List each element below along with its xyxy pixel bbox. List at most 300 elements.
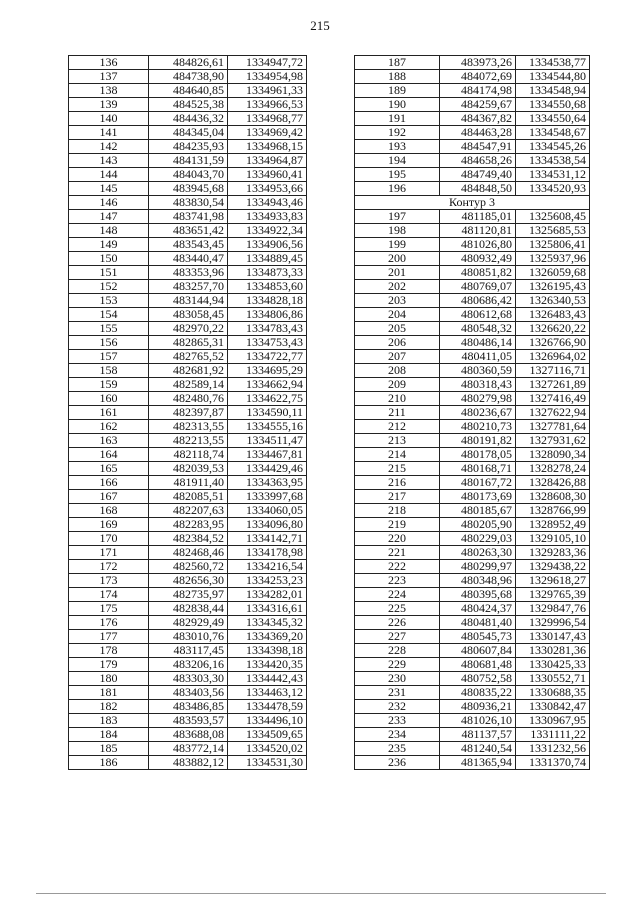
point-number: 186	[69, 756, 149, 770]
table-row	[69, 420, 307, 434]
table-row	[355, 126, 590, 140]
y-coordinate: 1330842,47	[516, 700, 590, 714]
point-number: 189	[355, 84, 440, 98]
table-row	[69, 714, 307, 728]
y-coordinate: 1327931,62	[516, 434, 590, 448]
table-row	[69, 182, 307, 196]
x-coordinate: 480168,71	[440, 462, 516, 476]
x-coordinate: 483772,14	[149, 742, 228, 756]
x-coordinate: 480752,58	[440, 672, 516, 686]
table-row	[355, 560, 590, 574]
x-coordinate: 481185,01	[440, 210, 516, 224]
table-row	[69, 266, 307, 280]
y-coordinate: 1334622,75	[228, 392, 307, 406]
table-row	[355, 616, 590, 630]
table-row	[355, 98, 590, 112]
table-row	[69, 616, 307, 630]
x-coordinate: 483593,57	[149, 714, 228, 728]
x-coordinate: 480318,43	[440, 378, 516, 392]
x-coordinate: 480299,97	[440, 560, 516, 574]
point-number: 225	[355, 602, 440, 616]
y-coordinate: 1334783,43	[228, 322, 307, 336]
y-coordinate: 1334544,80	[516, 70, 590, 84]
table-row	[69, 364, 307, 378]
table-row	[69, 56, 307, 70]
x-coordinate: 484131,59	[149, 154, 228, 168]
x-coordinate: 482480,76	[149, 392, 228, 406]
y-coordinate: 1328952,49	[516, 518, 590, 532]
x-coordinate: 482397,87	[149, 406, 228, 420]
point-number: 160	[69, 392, 149, 406]
y-coordinate: 1329996,54	[516, 616, 590, 630]
point-number: 146	[69, 196, 149, 210]
y-coordinate: 1331370,74	[516, 756, 590, 770]
x-coordinate: 480395,68	[440, 588, 516, 602]
x-coordinate: 484043,70	[149, 168, 228, 182]
x-coordinate: 480835,22	[440, 686, 516, 700]
y-coordinate: 1334538,77	[516, 56, 590, 70]
table-row	[355, 490, 590, 504]
x-coordinate: 483440,47	[149, 252, 228, 266]
table-row	[69, 350, 307, 364]
point-number: 140	[69, 112, 149, 126]
x-coordinate: 480769,07	[440, 280, 516, 294]
point-number: 208	[355, 364, 440, 378]
x-coordinate: 482589,14	[149, 378, 228, 392]
point-number: 183	[69, 714, 149, 728]
table-row	[355, 686, 590, 700]
table-row	[355, 672, 590, 686]
x-coordinate: 484525,38	[149, 98, 228, 112]
table-row	[69, 84, 307, 98]
y-coordinate: 1327116,71	[516, 364, 590, 378]
x-coordinate: 480548,32	[440, 322, 516, 336]
table-row	[69, 672, 307, 686]
point-number: 197	[355, 210, 440, 224]
y-coordinate: 1329618,27	[516, 574, 590, 588]
y-coordinate: 1334216,54	[228, 560, 307, 574]
y-coordinate: 1334178,98	[228, 546, 307, 560]
point-number: 150	[69, 252, 149, 266]
table-row	[69, 154, 307, 168]
y-coordinate: 1334548,94	[516, 84, 590, 98]
x-coordinate: 480229,03	[440, 532, 516, 546]
y-coordinate: 1334590,11	[228, 406, 307, 420]
x-coordinate: 482313,55	[149, 420, 228, 434]
point-number: 157	[69, 350, 149, 364]
point-number: 234	[355, 728, 440, 742]
point-number: 216	[355, 476, 440, 490]
table-row	[69, 168, 307, 182]
table-row	[69, 210, 307, 224]
y-coordinate: 1331111,22	[516, 728, 590, 742]
x-coordinate: 483058,45	[149, 308, 228, 322]
y-coordinate: 1334545,26	[516, 140, 590, 154]
table-row	[355, 714, 590, 728]
y-coordinate: 1330147,43	[516, 630, 590, 644]
point-number: 224	[355, 588, 440, 602]
point-number: 181	[69, 686, 149, 700]
y-coordinate: 1329765,39	[516, 588, 590, 602]
table-row	[355, 756, 590, 770]
y-coordinate: 1327416,49	[516, 392, 590, 406]
table-row	[355, 252, 590, 266]
table-row	[69, 644, 307, 658]
point-number: 178	[69, 644, 149, 658]
x-coordinate: 483651,42	[149, 224, 228, 238]
y-coordinate: 1334953,66	[228, 182, 307, 196]
x-coordinate: 483303,30	[149, 672, 228, 686]
x-coordinate: 481120,81	[440, 224, 516, 238]
table-row	[355, 238, 590, 252]
table-row	[355, 112, 590, 126]
table-row	[355, 420, 590, 434]
table-row	[69, 238, 307, 252]
point-number: 218	[355, 504, 440, 518]
x-coordinate: 480236,67	[440, 406, 516, 420]
point-number: 213	[355, 434, 440, 448]
y-coordinate: 1326059,68	[516, 266, 590, 280]
table-row	[355, 350, 590, 364]
point-number: 223	[355, 574, 440, 588]
y-coordinate: 1334442,43	[228, 672, 307, 686]
point-number: 232	[355, 700, 440, 714]
x-coordinate: 480191,82	[440, 434, 516, 448]
y-coordinate: 1328608,30	[516, 490, 590, 504]
y-coordinate: 1334954,98	[228, 70, 307, 84]
point-number: 201	[355, 266, 440, 280]
x-coordinate: 484463,28	[440, 126, 516, 140]
point-number: 202	[355, 280, 440, 294]
table-row	[69, 630, 307, 644]
point-number: 162	[69, 420, 149, 434]
point-number: 163	[69, 434, 149, 448]
x-coordinate: 482207,63	[149, 504, 228, 518]
point-number: 136	[69, 56, 149, 70]
y-coordinate: 1334828,18	[228, 294, 307, 308]
x-coordinate: 481911,40	[149, 476, 228, 490]
y-coordinate: 1334096,80	[228, 518, 307, 532]
table-row	[355, 658, 590, 672]
x-coordinate: 483688,08	[149, 728, 228, 742]
table-row	[69, 728, 307, 742]
table-row	[69, 70, 307, 84]
y-coordinate: 1325937,96	[516, 252, 590, 266]
table-row	[355, 378, 590, 392]
point-number: 144	[69, 168, 149, 182]
y-coordinate: 1327622,94	[516, 406, 590, 420]
point-number: 154	[69, 308, 149, 322]
point-number: 149	[69, 238, 149, 252]
y-coordinate: 1328278,24	[516, 462, 590, 476]
x-coordinate: 483257,70	[149, 280, 228, 294]
y-coordinate: 1334282,01	[228, 588, 307, 602]
x-coordinate: 482865,31	[149, 336, 228, 350]
point-number: 171	[69, 546, 149, 560]
point-number: 187	[355, 56, 440, 70]
x-coordinate: 481026,10	[440, 714, 516, 728]
table-row	[69, 392, 307, 406]
y-coordinate: 1334753,43	[228, 336, 307, 350]
table-row	[69, 518, 307, 532]
y-coordinate: 1334463,12	[228, 686, 307, 700]
point-number: 155	[69, 322, 149, 336]
x-coordinate: 484658,26	[440, 154, 516, 168]
y-coordinate: 1334467,81	[228, 448, 307, 462]
point-number: 180	[69, 672, 149, 686]
table-row	[355, 364, 590, 378]
point-number: 174	[69, 588, 149, 602]
page-number: 215	[310, 18, 330, 33]
y-coordinate: 1334550,68	[516, 98, 590, 112]
table-row	[69, 126, 307, 140]
x-coordinate: 480205,90	[440, 518, 516, 532]
y-coordinate: 1334555,16	[228, 420, 307, 434]
table-row	[69, 308, 307, 322]
point-number: 206	[355, 336, 440, 350]
x-coordinate: 482560,72	[149, 560, 228, 574]
x-coordinate: 483117,45	[149, 644, 228, 658]
y-coordinate: 1334964,87	[228, 154, 307, 168]
table-row	[69, 462, 307, 476]
y-coordinate: 1329283,36	[516, 546, 590, 560]
x-coordinate: 484072,69	[440, 70, 516, 84]
table-row	[355, 210, 590, 224]
table-row	[355, 644, 590, 658]
point-number: 151	[69, 266, 149, 280]
x-coordinate: 483945,68	[149, 182, 228, 196]
point-number: 184	[69, 728, 149, 742]
y-coordinate: 1331232,56	[516, 742, 590, 756]
x-coordinate: 481026,80	[440, 238, 516, 252]
point-number: 153	[69, 294, 149, 308]
table-row	[69, 98, 307, 112]
table-row	[355, 70, 590, 84]
x-coordinate: 484235,93	[149, 140, 228, 154]
y-coordinate: 1330688,35	[516, 686, 590, 700]
table-row	[69, 686, 307, 700]
y-coordinate: 1334722,77	[228, 350, 307, 364]
point-number: 137	[69, 70, 149, 84]
x-coordinate: 480185,67	[440, 504, 516, 518]
point-number: 220	[355, 532, 440, 546]
table-row	[69, 336, 307, 350]
x-coordinate: 483206,16	[149, 658, 228, 672]
table-row	[355, 574, 590, 588]
table-row	[355, 56, 590, 70]
y-coordinate: 1330552,71	[516, 672, 590, 686]
point-number: 199	[355, 238, 440, 252]
table-row	[69, 406, 307, 420]
section-label-row	[355, 196, 590, 210]
y-coordinate: 1326766,90	[516, 336, 590, 350]
table-row	[69, 294, 307, 308]
point-number: 139	[69, 98, 149, 112]
y-coordinate: 1330281,36	[516, 644, 590, 658]
x-coordinate: 484436,32	[149, 112, 228, 126]
table-row	[355, 630, 590, 644]
point-number: 179	[69, 658, 149, 672]
table-row	[355, 224, 590, 238]
point-number: 214	[355, 448, 440, 462]
y-coordinate: 1326964,02	[516, 350, 590, 364]
x-coordinate: 482283,95	[149, 518, 228, 532]
point-number: 170	[69, 532, 149, 546]
coordinates-table-right	[354, 55, 590, 770]
point-number: 191	[355, 112, 440, 126]
table-row	[355, 336, 590, 350]
x-coordinate: 484826,61	[149, 56, 228, 70]
point-number: 209	[355, 378, 440, 392]
y-coordinate: 1334511,47	[228, 434, 307, 448]
y-coordinate: 1334873,33	[228, 266, 307, 280]
x-coordinate: 480936,21	[440, 700, 516, 714]
point-number: 192	[355, 126, 440, 140]
point-number: 145	[69, 182, 149, 196]
x-coordinate: 480424,37	[440, 602, 516, 616]
y-coordinate: 1334142,71	[228, 532, 307, 546]
y-coordinate: 1334889,45	[228, 252, 307, 266]
x-coordinate: 480210,73	[440, 420, 516, 434]
point-number: 190	[355, 98, 440, 112]
x-coordinate: 483543,45	[149, 238, 228, 252]
y-coordinate: 1334933,83	[228, 210, 307, 224]
table-row	[69, 504, 307, 518]
x-coordinate: 483353,96	[149, 266, 228, 280]
x-coordinate: 480486,14	[440, 336, 516, 350]
x-coordinate: 483882,12	[149, 756, 228, 770]
x-coordinate: 480686,42	[440, 294, 516, 308]
point-number: 215	[355, 462, 440, 476]
x-coordinate: 484848,50	[440, 182, 516, 196]
y-coordinate: 1334947,72	[228, 56, 307, 70]
x-coordinate: 480681,48	[440, 658, 516, 672]
y-coordinate: 1334316,61	[228, 602, 307, 616]
x-coordinate: 483144,94	[149, 294, 228, 308]
table-row	[69, 252, 307, 266]
point-number: 169	[69, 518, 149, 532]
point-number: 141	[69, 126, 149, 140]
point-number: 219	[355, 518, 440, 532]
table-row	[69, 140, 307, 154]
x-coordinate: 484367,82	[440, 112, 516, 126]
y-coordinate: 1334969,42	[228, 126, 307, 140]
y-coordinate: 1334345,32	[228, 616, 307, 630]
point-number: 222	[355, 560, 440, 574]
y-coordinate: 1334478,59	[228, 700, 307, 714]
point-number: 188	[355, 70, 440, 84]
table-row	[355, 154, 590, 168]
point-number: 207	[355, 350, 440, 364]
y-coordinate: 1334853,60	[228, 280, 307, 294]
point-number: 211	[355, 406, 440, 420]
table-row	[355, 532, 590, 546]
point-number: 198	[355, 224, 440, 238]
table-row	[355, 322, 590, 336]
x-coordinate: 480279,98	[440, 392, 516, 406]
y-coordinate: 1325685,53	[516, 224, 590, 238]
y-coordinate: 1334695,29	[228, 364, 307, 378]
y-coordinate: 1334253,23	[228, 574, 307, 588]
y-coordinate: 1334943,46	[228, 196, 307, 210]
point-number: 217	[355, 490, 440, 504]
point-number: 194	[355, 154, 440, 168]
table-row	[69, 476, 307, 490]
table-row	[69, 546, 307, 560]
y-coordinate: 1328766,99	[516, 504, 590, 518]
table-row	[69, 378, 307, 392]
y-coordinate: 1328426,88	[516, 476, 590, 490]
y-coordinate: 1334420,35	[228, 658, 307, 672]
x-coordinate: 483830,54	[149, 196, 228, 210]
table-row	[69, 602, 307, 616]
y-coordinate: 1334520,02	[228, 742, 307, 756]
y-coordinate: 1334960,41	[228, 168, 307, 182]
point-number: 205	[355, 322, 440, 336]
x-coordinate: 481137,57	[440, 728, 516, 742]
table-row	[355, 140, 590, 154]
y-coordinate: 1334060,05	[228, 504, 307, 518]
x-coordinate: 482213,55	[149, 434, 228, 448]
point-number: 182	[69, 700, 149, 714]
table-row	[355, 434, 590, 448]
point-number: 166	[69, 476, 149, 490]
x-coordinate: 480612,68	[440, 308, 516, 322]
table-row	[69, 756, 307, 770]
table-row	[355, 728, 590, 742]
x-coordinate: 484640,85	[149, 84, 228, 98]
table-row	[69, 532, 307, 546]
point-number: 148	[69, 224, 149, 238]
x-coordinate: 480545,73	[440, 630, 516, 644]
point-number: 210	[355, 392, 440, 406]
contour-label: Контур 3	[355, 196, 590, 210]
x-coordinate: 483741,98	[149, 210, 228, 224]
y-coordinate: 1334520,93	[516, 182, 590, 196]
point-number: 236	[355, 756, 440, 770]
y-coordinate: 1329105,10	[516, 532, 590, 546]
x-coordinate: 480411,05	[440, 350, 516, 364]
table-row	[355, 602, 590, 616]
y-coordinate: 1327261,89	[516, 378, 590, 392]
point-number: 212	[355, 420, 440, 434]
table-row	[69, 588, 307, 602]
x-coordinate: 481240,54	[440, 742, 516, 756]
table-row	[355, 406, 590, 420]
y-coordinate: 1328090,34	[516, 448, 590, 462]
y-coordinate: 1334363,95	[228, 476, 307, 490]
y-coordinate: 1334429,46	[228, 462, 307, 476]
y-coordinate: 1334531,12	[516, 168, 590, 182]
table-row	[69, 560, 307, 574]
x-coordinate: 482765,52	[149, 350, 228, 364]
point-number: 156	[69, 336, 149, 350]
y-coordinate: 1330967,95	[516, 714, 590, 728]
x-coordinate: 483486,85	[149, 700, 228, 714]
x-coordinate: 480173,69	[440, 490, 516, 504]
x-coordinate: 483403,56	[149, 686, 228, 700]
point-number: 172	[69, 560, 149, 574]
y-coordinate: 1333997,68	[228, 490, 307, 504]
y-coordinate: 1334509,65	[228, 728, 307, 742]
point-number: 230	[355, 672, 440, 686]
y-coordinate: 1334968,77	[228, 112, 307, 126]
y-coordinate: 1334662,94	[228, 378, 307, 392]
x-coordinate: 482681,92	[149, 364, 228, 378]
table-row	[355, 476, 590, 490]
table-row	[355, 462, 590, 476]
point-number: 152	[69, 280, 149, 294]
